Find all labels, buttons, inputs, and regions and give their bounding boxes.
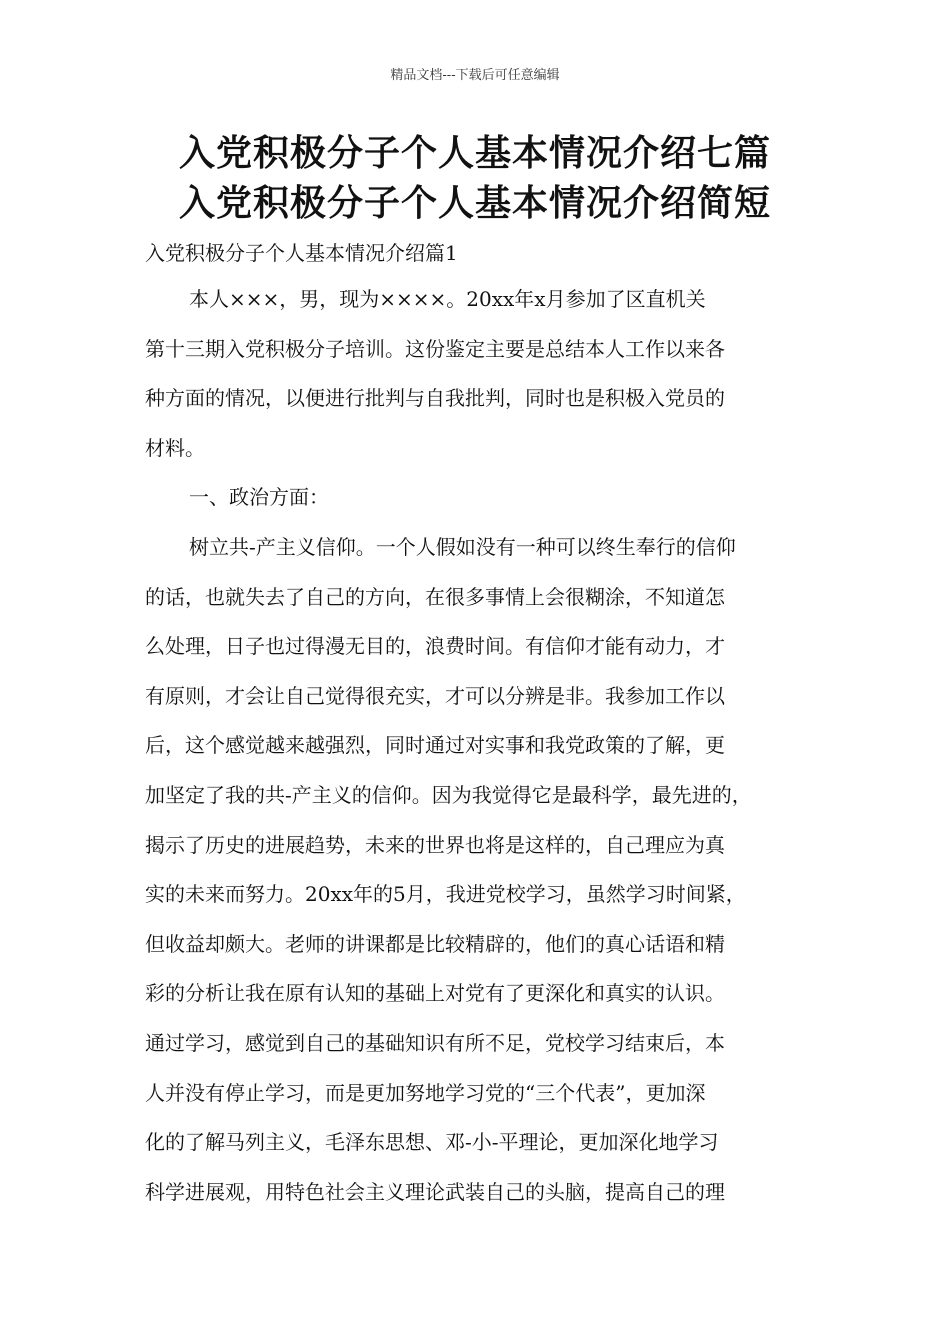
paragraph-line: 科学进展观，用特色社会主义理论武装自己的头脑，提高自己的理 — [145, 1179, 725, 1204]
paragraph-line: 实的未来而努力。20xx年的5月，我进党校学习，虽然学习时间紧， — [145, 882, 746, 907]
paragraph-line: 通过学习，感觉到自己的基础知识有所不足，党校学习结束后，本 — [145, 1030, 725, 1055]
paragraph-line: 树立共-产主义信仰。一个人假如没有一种可以终生奉行的信仰 — [189, 534, 736, 559]
page-header: 精品文档---下载后可任意编辑 — [390, 68, 560, 83]
paragraph-line: 么处理，日子也过得漫无目的，浪费时间。有信仰才能有动力，才 — [145, 634, 725, 659]
section-heading-politics: 一、政治方面： — [189, 485, 329, 510]
paragraph-line: 有原则，才会让自己觉得很充实，才可以分辨是非。我参加工作以 — [145, 683, 725, 708]
document-title-line-2: 入党积极分子个人基本情况介绍简短 — [178, 183, 771, 224]
paragraph-line: 第十三期入党积极分子培训。这份鉴定主要是总结本人工作以来各 — [145, 336, 725, 361]
paragraph-line: 的话，也就失去了自己的方向，在很多事情上会很糊涂，不知道怎 — [145, 584, 725, 609]
paragraph-line: 本人×××，男，现为××××。20xx年x月参加了区直机关 — [189, 287, 706, 311]
paragraph-line: 种方面的情况，以便进行批判与自我批判，同时也是积极入党员的 — [145, 386, 725, 411]
article-subheading: 入党积极分子个人基本情况介绍篇1 — [145, 241, 458, 265]
paragraph-intro — [145, 275, 815, 473]
document-body — [145, 275, 815, 1217]
paragraph-line: 但收益却颇大。老师的讲课都是比较精辟的，他们的真心话语和精 — [145, 931, 725, 956]
paragraph-line: 材料。 — [145, 435, 205, 460]
paragraph-politics — [145, 523, 815, 1217]
document-title-line-1: 入党积极分子个人基本情况介绍七篇 — [178, 133, 771, 174]
paragraph-line: 揭示了历史的进展趋势，未来的世界也将是这样的，自己理应为真 — [145, 832, 725, 857]
paragraph-line: 化的了解马列主义，毛泽东思想、邓-小-平理论，更加深化地学习 — [145, 1130, 719, 1155]
paragraph-line: 加坚定了我的共-产主义的信仰。因为我觉得它是最科学，最先进的， — [145, 782, 752, 807]
paragraph-line: 彩的分析让我在原有认知的基础上对党有了更深化和真实的认识。 — [145, 981, 725, 1006]
paragraph-line: 人并没有停止学习，而是更加努地学习党的“三个代表”，更加深 — [145, 1080, 706, 1105]
paragraph-line: 后，这个感觉越来越强烈，同时通过对实事和我党政策的了解，更 — [145, 733, 725, 758]
